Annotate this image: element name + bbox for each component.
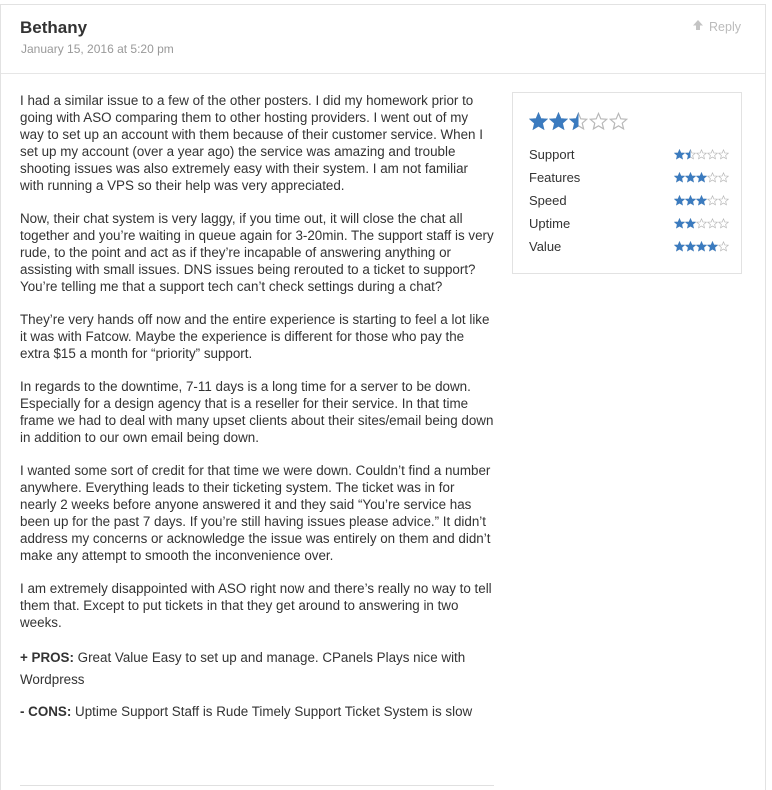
star-empty-icon [609,112,628,131]
rating-breakdown [529,143,729,258]
pros-line [20,647,494,691]
star-full-icon [685,172,696,183]
star-full-icon [696,195,707,206]
review-body [20,92,494,733]
value-stars [674,241,729,252]
rating-label-value: Value [529,239,562,254]
star-full-icon [529,112,548,131]
star-half-icon [685,149,696,160]
star-empty-icon [707,195,718,206]
star-empty-icon [696,218,707,229]
cons-label: - CONS: [20,704,72,719]
reply-arrow-icon [692,19,704,34]
star-full-icon [674,172,685,183]
rating-label-support: Support [529,147,575,162]
star-full-icon [674,195,685,206]
uptime-stars [674,218,729,229]
review-paragraph-1: I had a similar issue to a few of the other posters. I did my homework prior to going with ASO comparing them to other hosting providers. I went out of my way to set up an account with them because of their customer service. When I set up my account (over a year ago) the service was amazing and trouble shooting issues was also extremely easy with their system. I am not familiar with running a VPS so their help was very appreciated. [20,93,483,193]
star-empty-icon [718,218,729,229]
rating-label-speed: Speed [529,193,567,208]
star-full-icon [674,241,685,252]
star-full-icon [549,112,568,131]
overall-rating-stars [529,112,628,131]
star-full-icon [685,241,696,252]
star-full-icon [674,218,685,229]
star-full-icon [674,149,685,160]
star-empty-icon [707,172,718,183]
rating-row-features [529,166,729,189]
review-paragraph-4: In regards to the downtime, 7-11 days is a long time for a server to be down. Especially for a design agency that is a reseller for their service. In that time frame we had to deal with many upset clients about their sites/email being down in addition to our own email being down. [20,379,494,445]
pros-label: + PROS: [20,650,74,665]
pros-text: Great Value Easy to set up and manage. CPanels Plays nice with Wordpress [20,650,466,687]
rating-row-speed [529,189,729,212]
review-paragraph-5: I wanted some sort of credit for that time we were down. Couldn’t find a number anywhere. Everything leads to their ticketing system. The ticket was in for nearly 2 weeks before anyone answered it and they said “You’re service has been up for the past 7 days. If you’re still having issues please advice.” It didn’t address my concerns or acknowledge the issue was entirely on them and didn’t make any attempt to smooth the inconvenience over. [20,463,491,563]
rating-label-features: Features [529,170,581,185]
features-stars [674,172,729,183]
review-paragraph-2: Now, their chat system is very laggy, if you time out, it will close the chat all together and you’re waiting in queue again for 3-20min. The support staff is very rude, to the point and act as if they’re incapable of answering anything or assisting with small issues. DNS issues being rerouted to a ticket to support? You’re telling me that a support tech can’t check settings during a chat? [20,211,494,294]
star-half-icon [569,112,588,131]
star-empty-icon [707,149,718,160]
review-header [1,5,765,74]
star-full-icon [696,241,707,252]
reply-button[interactable] [692,19,741,34]
star-empty-icon [718,241,729,252]
star-full-icon [707,241,718,252]
star-empty-icon [707,218,718,229]
review-paragraph-6: I am extremely disappointed with ASO right now and there’s really no way to tell them that. Except to put tickets in that they get around to answering in two weeks. [20,581,492,630]
rating-row-uptime [529,212,729,235]
author-name: Bethany [20,18,88,37]
speed-stars [674,195,729,206]
reply-label: Reply [709,19,741,34]
rating-row-support [529,143,729,166]
rating-box [512,92,742,274]
star-full-icon [696,172,707,183]
star-full-icon [685,195,696,206]
review-paragraph-3: They’re very hands off now and the entire experience is starting to feel a lot like it was with Fatcow. Maybe the experience is different for those who pay the extra $15 a month for “priority” support. [20,312,490,361]
review-date: January 15, 2016 at 5:20 pm [21,42,174,56]
cons-text: Uptime Support Staff is Rude Timely Support Ticket System is slow [71,704,473,719]
divider [20,785,494,786]
star-empty-icon [696,149,707,160]
star-empty-icon [718,172,729,183]
cons-line [20,701,494,723]
rating-row-value [529,235,729,258]
star-full-icon [685,218,696,229]
support-stars [674,149,729,160]
star-empty-icon [718,195,729,206]
star-empty-icon [589,112,608,131]
rating-label-uptime: Uptime [529,216,571,231]
star-empty-icon [718,149,729,160]
